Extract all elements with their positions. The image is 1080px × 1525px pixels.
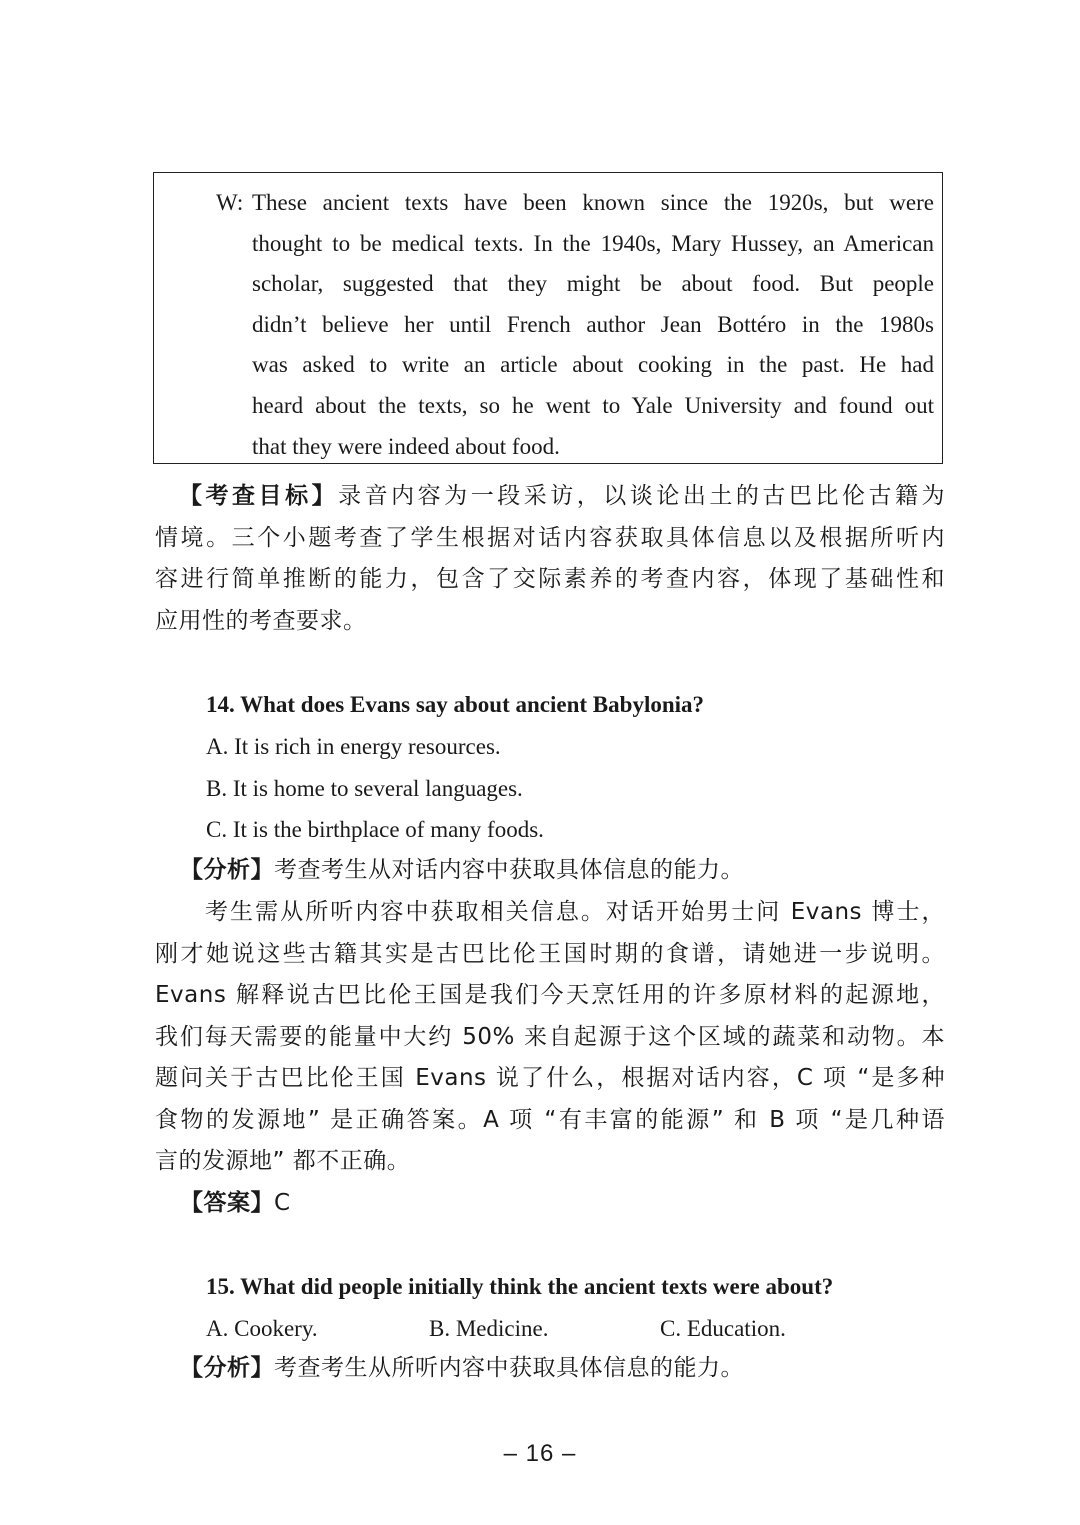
- q15-option-a: A. Cookery.: [206, 1316, 318, 1341]
- transcript-line: was asked to write an article about cooking in the past. He had: [252, 352, 934, 378]
- q14-option-a: A. It is rich in energy resources.: [206, 734, 501, 759]
- objective-line: 应用性的考查要求。: [155, 607, 367, 634]
- q14-answer: [180, 1183, 945, 1225]
- explanation-line: 题问关于古巴比伦王国 Evans 说了什么，根据对话内容，C 项 “是多种: [155, 1065, 945, 1091]
- analysis-tag: 【分析】: [180, 857, 274, 883]
- q15-analysis-line: [180, 1348, 945, 1390]
- analysis-text: 考查考生从所听内容中获取具体信息的能力。: [274, 1355, 744, 1381]
- question-14: 14. What does Evans say about ancient Babylonia?: [206, 692, 705, 717]
- objective-line: 容进行简单推断的能力，包含了交际素养的考查内容，体现了基础性和: [155, 566, 945, 592]
- explanation-line: 考生需从所听内容中获取相关信息。对话开始男士问 Evans 博士，: [205, 899, 945, 925]
- explanation-line: 食物的发源地” 是正确答案。A 项 “有丰富的能源” 和 B 项 “是几种语: [155, 1106, 945, 1133]
- transcript-line: didn’t believe her until French author Jean Bottéro in the 1980s: [252, 311, 934, 337]
- transcript-line: heard about the texts, so he went to Yale University and found out: [252, 392, 934, 418]
- answer-line: [180, 1183, 945, 1225]
- transcript-line: that they were indeed about food.: [252, 433, 560, 459]
- analysis-text: 考查考生从对话内容中获取具体信息的能力。: [274, 857, 744, 883]
- transcript-line: scholar, suggested that they might be about food. But people: [252, 271, 934, 297]
- transcript-box: [153, 172, 943, 464]
- transcript-line: thought to be medical texts. In the 1940s, Mary Hussey, an American: [252, 230, 934, 256]
- q15-option-b: B. Medicine.: [429, 1316, 549, 1341]
- answer-tag: 【答案】: [180, 1190, 274, 1216]
- objective-line: 录音内容为一段采访，以谈论出土的古巴比伦古籍为: [338, 483, 946, 509]
- transcript-line: These ancient texts have been known since the 1920s, but were: [252, 190, 934, 215]
- speaker-label: W:: [216, 190, 244, 215]
- explanation-line: 刚才她说这些古籍其实是古巴比伦王国时期的食谱，请她进一步说明。: [155, 940, 945, 967]
- q14-analysis: [180, 850, 945, 892]
- explanation-line: Evans 解释说古巴比伦王国是我们今天烹饪用的许多原材料的起源地，: [155, 982, 945, 1008]
- objective-line: 情境。三个小题考查了学生根据对话内容获取具体信息以及根据所听内: [155, 524, 945, 551]
- q14-option-c: C. It is the birthplace of many foods.: [206, 817, 544, 842]
- objective-first-line: [155, 476, 945, 518]
- explanation-line: 言的发源地” 都不正确。: [155, 1148, 411, 1174]
- q14-explanation: [155, 892, 945, 1183]
- explanation-line: 我们每天需要的能量中大约 50% 来自起源于这个区域的蔬菜和动物。本: [155, 1023, 945, 1050]
- objective-tag: 【考查目标】: [179, 483, 339, 509]
- q14-option-b: B. It is home to several languages.: [206, 776, 523, 801]
- answer-value: C: [274, 1190, 291, 1216]
- objective-section: [155, 476, 945, 642]
- q15-analysis: [180, 1348, 945, 1390]
- transcript-text: [252, 183, 934, 467]
- q14-analysis-line: [180, 850, 945, 892]
- question-15: 15. What did people initially think the ancient texts were about?: [206, 1274, 834, 1299]
- q15-option-c: C. Education.: [660, 1316, 786, 1341]
- analysis-tag: 【分析】: [180, 1355, 274, 1381]
- page-number: – 16 –: [503, 1440, 577, 1467]
